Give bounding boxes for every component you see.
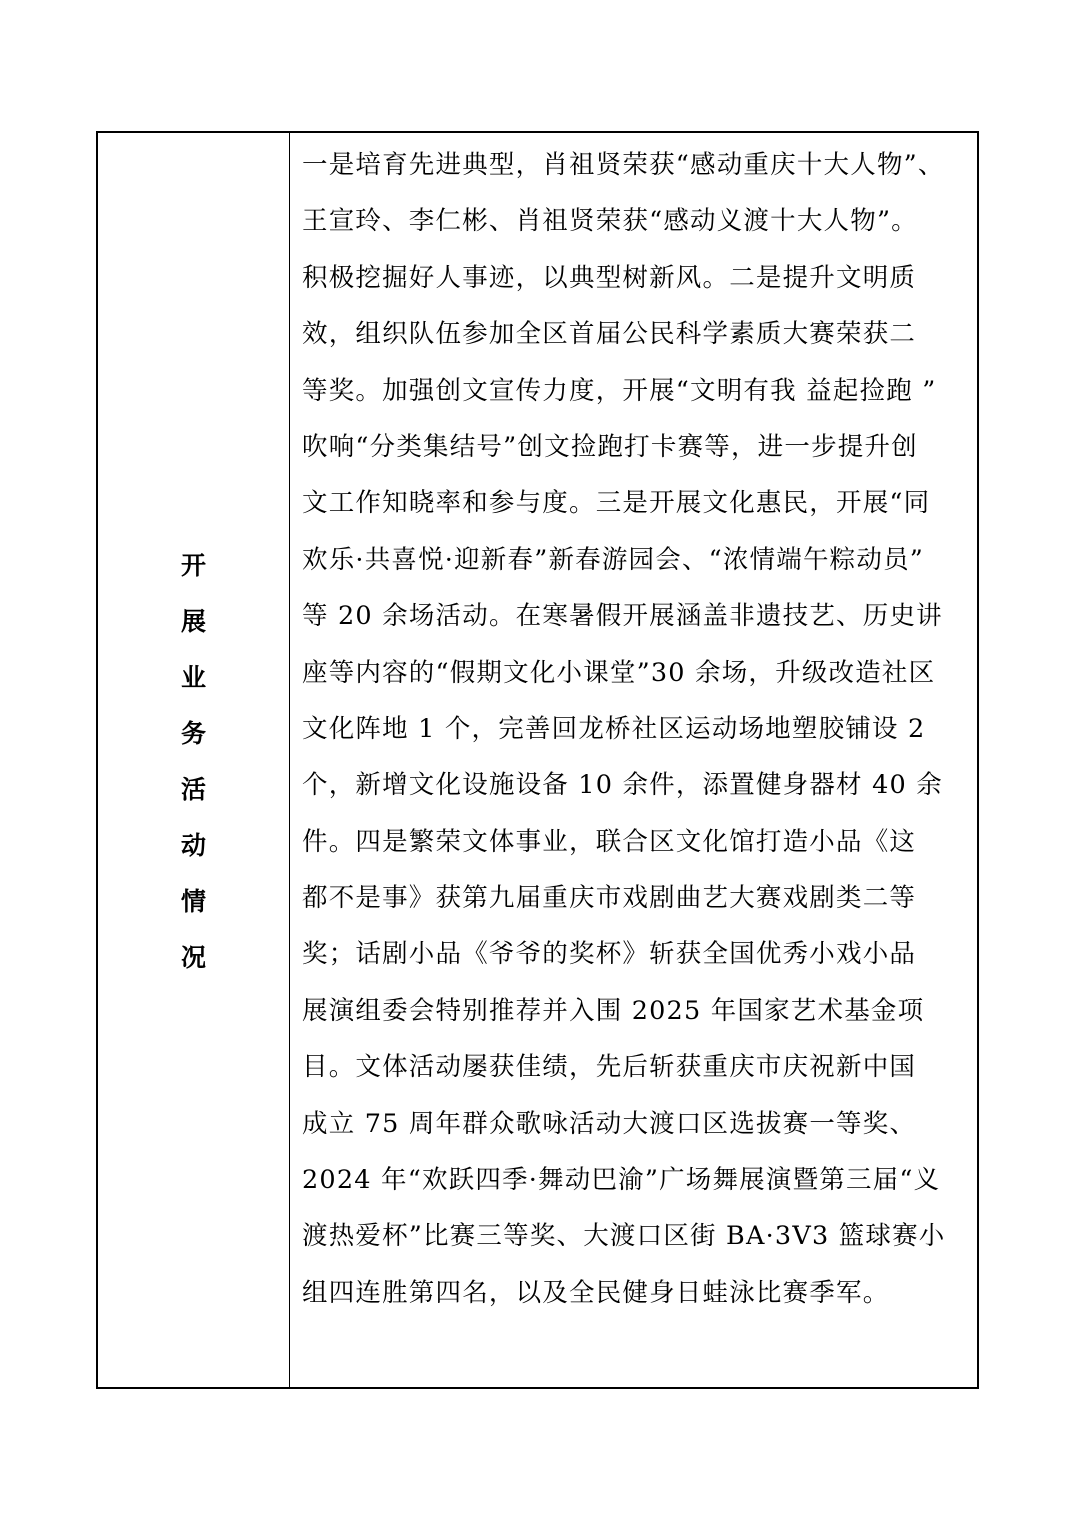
content-line: 都不是事》获第九届重庆市戏剧曲艺大赛戏剧类二等 xyxy=(302,883,917,914)
content-cell xyxy=(302,146,972,1330)
content-line: 等 20 余场活动。在寒暑假开展涵盖非遗技艺、历史讲 xyxy=(302,601,943,632)
content-line: 座等内容的“假期文化小课堂”30 余场，升级改造社区 xyxy=(302,657,936,688)
content-line: 效，组织队伍参加全区首届公民科学素质大赛荣获二 xyxy=(302,319,917,350)
content-line: 个，新增文化设施设备 10 余件，添置健身器材 40 余 xyxy=(302,770,943,801)
content-line: 展演组委会特别推荐并入围 2025 年国家艺术基金项 xyxy=(302,995,925,1026)
content-line: 王宣玲、李仁彬、肖祖贤荣获“感动义渡十大人物”。 xyxy=(302,206,918,237)
content-line: 积极挖掘好人事迹，以典型树新风。二是提升文明质 xyxy=(302,262,917,293)
row-label-char: 情 xyxy=(180,887,206,916)
content-line: 一是培育先进典型，肖祖贤荣获“感动重庆十大人物”、 xyxy=(302,150,945,180)
content-line: 渡热爱杯”比赛三等奖、大渡口区街 BA·3V3 篮球赛小 xyxy=(302,1221,946,1252)
content-line: 成立 75 周年群众歌咏活动大渡口区选拔赛一等奖、 xyxy=(302,1108,917,1139)
row-label-char: 动 xyxy=(180,831,206,860)
row-label-char: 况 xyxy=(180,943,206,972)
content-line: 欢乐·共喜悦·迎新春”新春游园会、“浓情端午粽动员” xyxy=(302,544,925,575)
row-label-char: 展 xyxy=(180,607,206,636)
row-label-cell xyxy=(98,133,289,1387)
content-line: 件。四是繁荣文体事业，联合区文化馆打造小品《这 xyxy=(302,826,917,857)
content-line: 目。文体活动屡获佳绩，先后斩获重庆市庆祝新中国 xyxy=(302,1052,917,1083)
column-divider xyxy=(289,133,290,1387)
content-line: 文化阵地 1 个，完善回龙桥社区运动场地塑胶铺设 2 xyxy=(302,713,926,744)
content-line: 组四连胜第四名，以及全民健身日蛙泳比赛季军。 xyxy=(302,1277,890,1308)
content-line: 文工作知晓率和参与度。三是开展文化惠民，开展“同 xyxy=(302,488,931,519)
content-line: 等奖。加强创文宣传力度，开展“文明有我 益起捡跑 ” xyxy=(302,375,937,406)
report-table xyxy=(96,131,979,1389)
content-line: 奖；话剧小品《爷爷的奖杯》斩获全国优秀小戏小品 xyxy=(302,939,917,970)
content-line: 2024 年“欢跃四季·舞动巴渝”广场舞展演暨第三届“义 xyxy=(302,1165,941,1196)
row-label-char: 开 xyxy=(180,551,206,580)
content-line: 吹响“分类集结号”创文捡跑打卡赛等，进一步提升创 xyxy=(302,431,918,462)
row-label-char: 活 xyxy=(180,775,206,804)
row-label-char: 务 xyxy=(180,719,206,748)
row-label-char: 业 xyxy=(180,663,206,692)
